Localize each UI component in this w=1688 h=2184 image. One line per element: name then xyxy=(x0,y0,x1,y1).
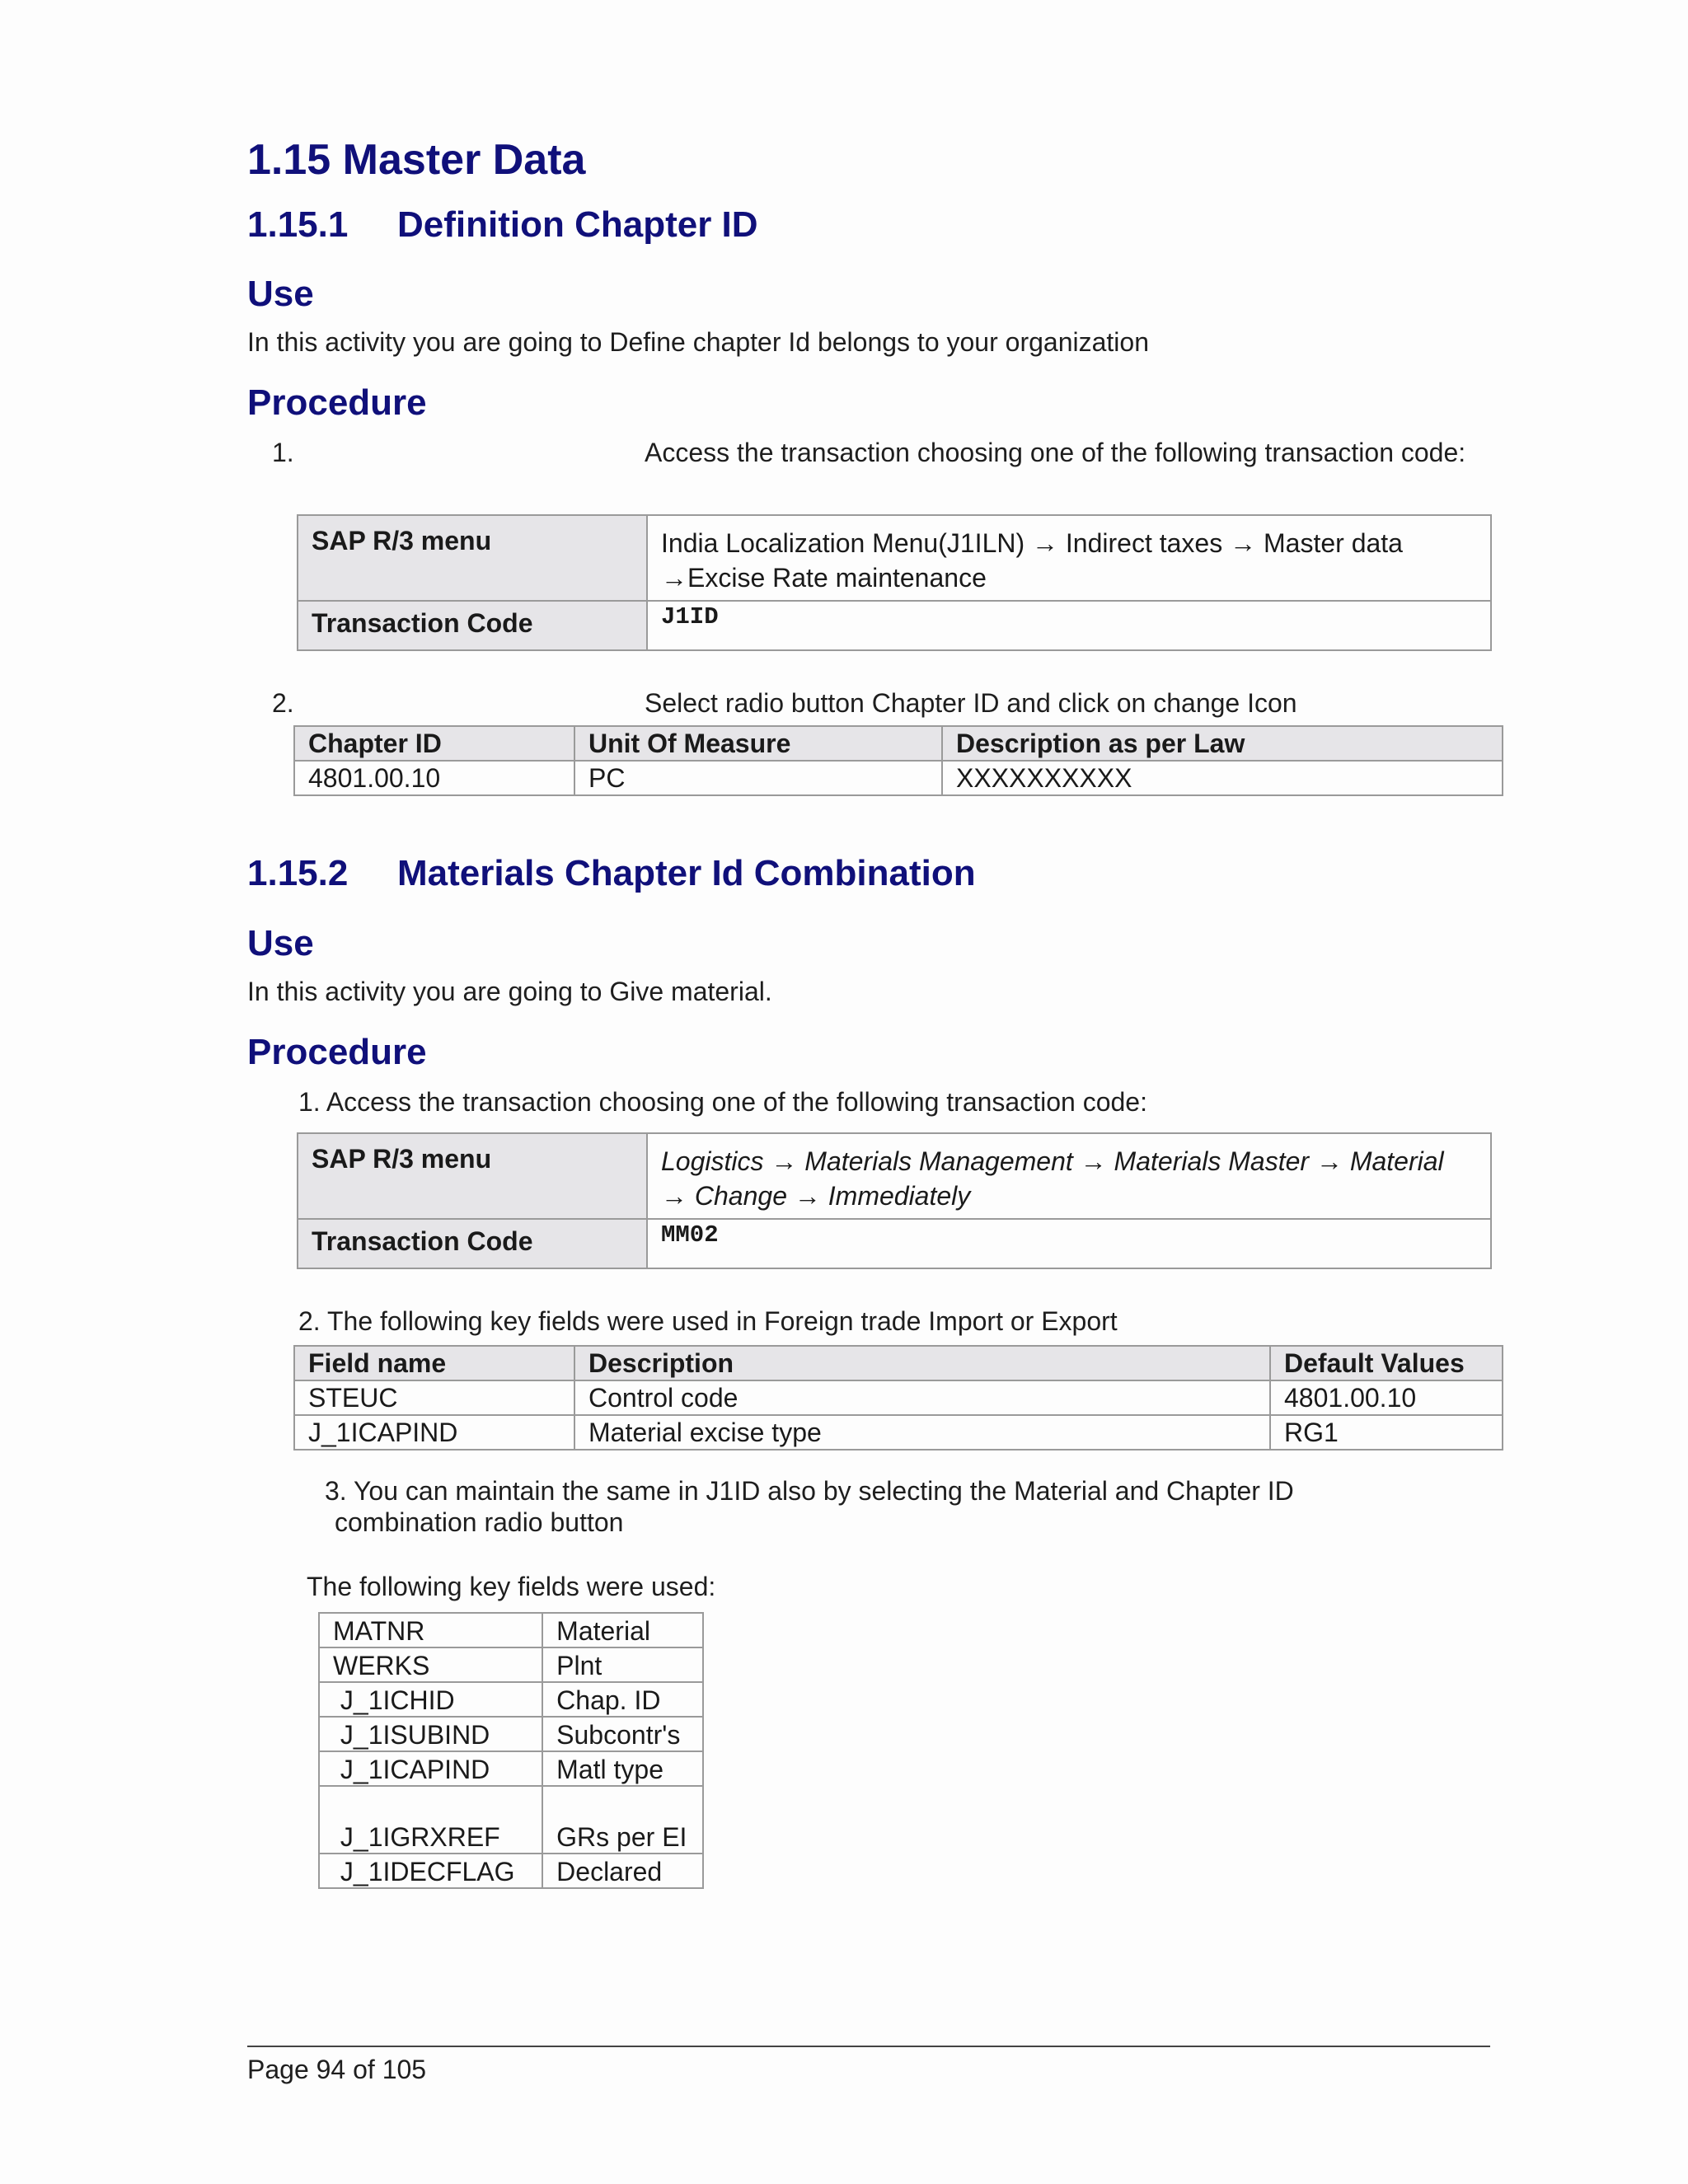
table-cell: RG1 xyxy=(1270,1415,1503,1450)
table-row xyxy=(319,1682,703,1717)
section-title: Definition Chapter ID xyxy=(397,204,758,245)
menu-path: Logistics → Materials Management → Materials Master → Material → Change → Immediately xyxy=(647,1133,1491,1219)
table-header: Field name xyxy=(294,1346,574,1380)
table-cell: J_1ICHID xyxy=(319,1682,542,1717)
table-header: Chapter ID xyxy=(294,726,574,761)
menu-label: SAP R/3 menu xyxy=(298,1133,647,1219)
code-label: Transaction Code xyxy=(298,1219,647,1268)
step-text: Select radio button Chapter ID and click on change Icon xyxy=(645,688,1297,718)
section-title: Materials Chapter Id Combination xyxy=(397,853,976,893)
table-cell: STEUC xyxy=(294,1380,574,1415)
use-text: In this activity you are going to Define chapter Id belongs to your organization xyxy=(247,327,1149,357)
table-row xyxy=(294,761,1503,795)
step-text-continued: combination radio button xyxy=(335,1507,624,1537)
table-row xyxy=(319,1613,703,1647)
table-cell: PC xyxy=(574,761,942,795)
table-cell: J_1IGRXREF xyxy=(319,1786,542,1854)
table-cell: MATNR xyxy=(319,1613,542,1647)
table-header: Unit Of Measure xyxy=(574,726,942,761)
section-title: Master Data xyxy=(342,136,586,184)
section-number: 1.15.2 xyxy=(247,853,349,893)
table-row xyxy=(319,1647,703,1682)
key-fields-intro: The following key fields were used: xyxy=(307,1572,716,1601)
step-text: 2. The following key fields were used in Foreign trade Import or Export xyxy=(298,1306,1118,1336)
table-cell: WERKS xyxy=(319,1647,542,1682)
section-heading-1-15 xyxy=(247,135,585,185)
transaction-table xyxy=(297,514,1492,651)
table-cell: Material xyxy=(542,1613,703,1647)
use-heading: Use xyxy=(247,923,314,963)
table-row xyxy=(319,1751,703,1786)
table-row xyxy=(319,1786,703,1854)
table-cell: Material excise type xyxy=(574,1415,1270,1450)
procedure-heading: Procedure xyxy=(247,382,427,423)
page-number: Page 94 of 105 xyxy=(247,2055,427,2084)
transaction-table xyxy=(297,1132,1492,1269)
table-row xyxy=(319,1854,703,1888)
table-cell: GRs per EI xyxy=(542,1786,703,1854)
table-cell: J_1ICAPIND xyxy=(294,1415,574,1450)
table-cell: Subcontr's xyxy=(542,1717,703,1751)
table-cell: 4801.00.10 xyxy=(1270,1380,1503,1415)
step-number: 2. xyxy=(272,688,294,718)
code-value: MM02 xyxy=(647,1219,1491,1268)
footer-divider xyxy=(247,2046,1490,2047)
code-label: Transaction Code xyxy=(298,601,647,650)
use-text: In this activity you are going to Give material. xyxy=(247,977,772,1006)
section-number: 1.15 xyxy=(247,136,331,184)
table-cell: Plnt xyxy=(542,1647,703,1682)
chapter-table xyxy=(293,725,1503,796)
table-cell: 4801.00.10 xyxy=(294,761,574,795)
table-cell: Declared xyxy=(542,1854,703,1888)
section-heading-1-15-2 xyxy=(247,853,976,894)
table-header: Description xyxy=(574,1346,1270,1380)
menu-path: India Localization Menu(J1ILN) → Indirect taxes → Master data →Excise Rate maintenance xyxy=(647,515,1491,601)
table-cell: J_1ICAPIND xyxy=(319,1751,542,1786)
table-cell: J_1ISUBIND xyxy=(319,1717,542,1751)
table-row xyxy=(319,1717,703,1751)
table-header: Default Values xyxy=(1270,1346,1503,1380)
step-text: Access the transaction choosing one of the following transaction code: xyxy=(645,438,1466,467)
menu-label: SAP R/3 menu xyxy=(298,515,647,601)
table-cell: XXXXXXXXXX xyxy=(942,761,1503,795)
step-text: 3. You can maintain the same in J1ID also by selecting the Material and Chapter ID xyxy=(325,1476,1294,1506)
code-value: J1ID xyxy=(647,601,1491,650)
step-number: 1. xyxy=(272,438,294,467)
table-cell: J_1IDECFLAG xyxy=(319,1854,542,1888)
table-cell: Chap. ID xyxy=(542,1682,703,1717)
table-row xyxy=(294,1380,1503,1415)
table-row xyxy=(294,1415,1503,1450)
table-cell: Control code xyxy=(574,1380,1270,1415)
table-cell: Matl type xyxy=(542,1751,703,1786)
table-header: Description as per Law xyxy=(942,726,1503,761)
procedure-heading: Procedure xyxy=(247,1032,427,1072)
section-number: 1.15.1 xyxy=(247,204,349,245)
fields-table xyxy=(293,1345,1503,1451)
section-heading-1-15-1 xyxy=(247,204,758,246)
use-heading: Use xyxy=(247,274,314,314)
step-text: 1. Access the transaction choosing one of the following transaction code: xyxy=(298,1087,1147,1117)
key-fields-table xyxy=(318,1612,704,1889)
